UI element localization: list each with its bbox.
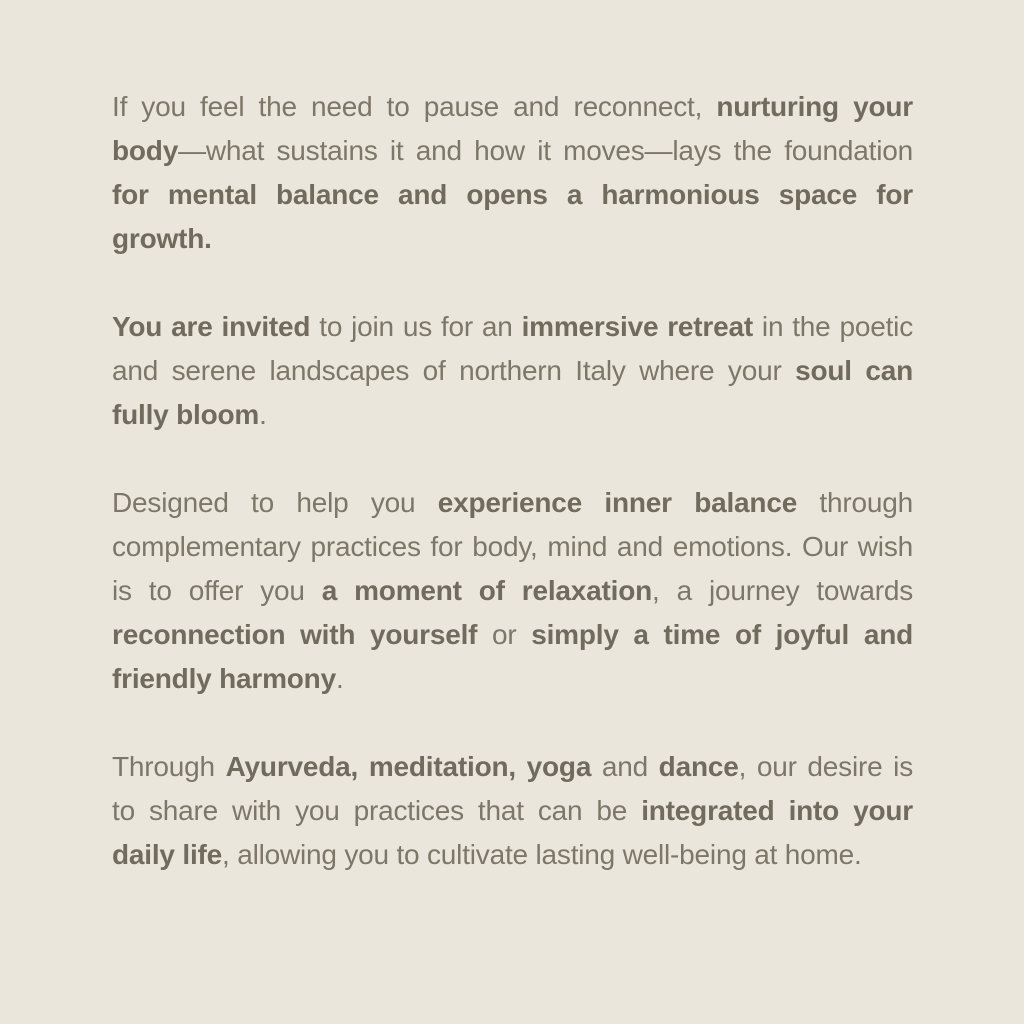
retreat-description [112, 85, 913, 921]
emphasized-text: soul can fully bloom [112, 355, 913, 430]
body-text: —what sustains it and how it moves—lays the foundation [178, 135, 913, 166]
paragraph-2 [112, 305, 913, 437]
body-text: . [335, 663, 344, 694]
emphasized-text: a moment of relaxation [321, 575, 653, 606]
emphasized-text: for mental balance and opens a harmonious space for growth. [112, 179, 913, 254]
paragraph-3 [112, 481, 913, 701]
body-text: and [591, 751, 659, 782]
emphasized-text: You are invited [112, 311, 311, 342]
emphasized-text: simply a time of joyful and friendly harmony [112, 619, 913, 694]
emphasized-text: integrated into your daily life [112, 795, 913, 870]
paragraph-4 [112, 745, 913, 877]
emphasized-text: Ayurveda, meditation, yoga [225, 751, 592, 782]
body-text: in the poetic and serene landscapes of northern Italy where your [112, 311, 913, 386]
body-text: , allowing you to cultivate lasting well-being at home. [222, 839, 862, 870]
body-text: to join us for an [310, 311, 522, 342]
emphasized-text: nurturing your body [112, 91, 913, 166]
body-text: , a journey towards [652, 575, 913, 606]
body-text: . [259, 399, 267, 430]
body-text: through complementary practices for body, mind and emotions. Our wish is to offer you [112, 487, 913, 606]
body-text: or [477, 619, 532, 650]
emphasized-text: immersive retreat [521, 311, 753, 342]
body-text: Designed to help you [112, 487, 438, 518]
paragraph-1 [112, 85, 913, 261]
emphasized-text: reconnection with yourself [112, 619, 478, 650]
emphasized-text: dance [658, 751, 739, 782]
emphasized-text: experience inner balance [437, 487, 798, 518]
body-text: Through [112, 751, 226, 782]
body-text: If you feel the need to pause and reconnect, [112, 91, 717, 122]
body-text: , our desire is to share with you practices that can be [112, 751, 913, 826]
